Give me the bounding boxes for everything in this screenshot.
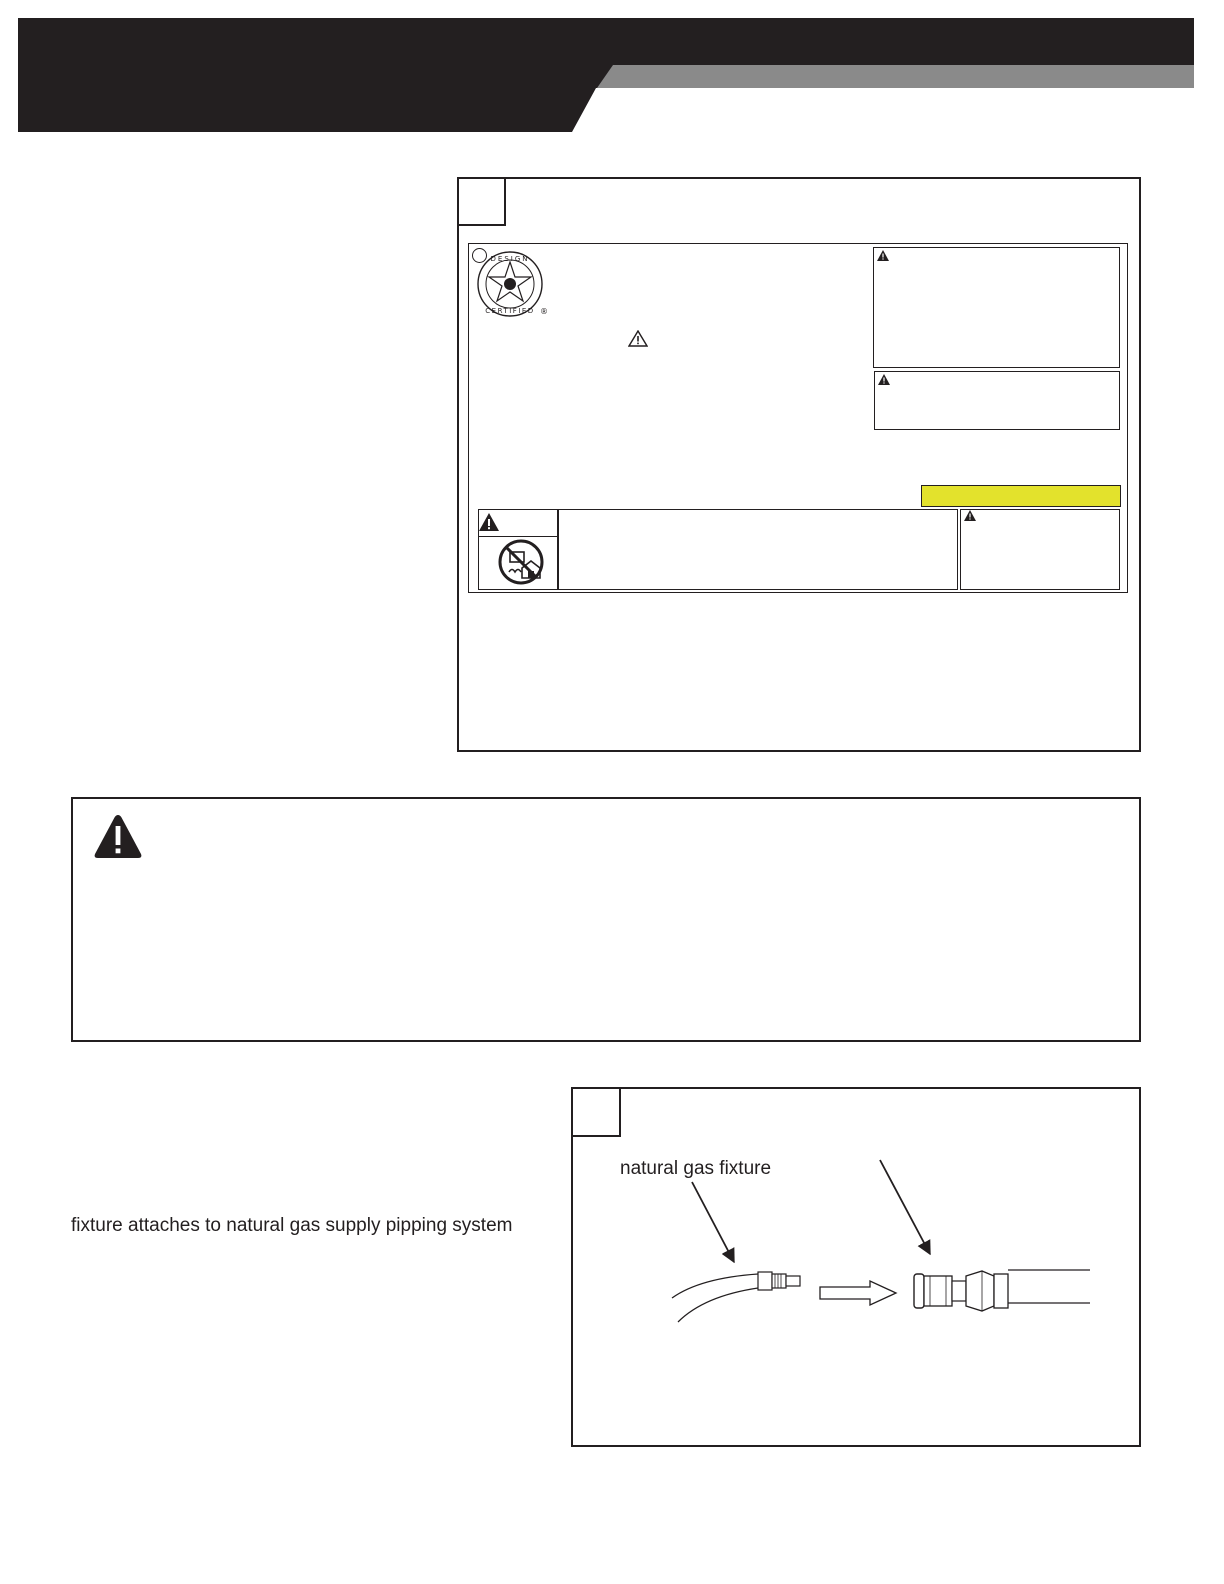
svg-text:®: ® xyxy=(540,307,548,316)
figure-number-box xyxy=(457,177,506,226)
svg-text:CERTIFIED: CERTIFIED xyxy=(485,307,535,315)
gas-hose-fixture-icon xyxy=(672,1272,800,1322)
highlight-bar xyxy=(921,485,1121,507)
label-warning-box-2 xyxy=(874,371,1120,430)
fixture-attachment-text: fixture attaches to natural gas supply pipping system xyxy=(71,1215,513,1236)
header-bar xyxy=(0,0,1224,140)
hazard-cell-divider xyxy=(478,536,558,537)
connection-diagram xyxy=(660,1150,1100,1340)
no-indoor-use-icon xyxy=(497,538,545,586)
warning-triangle-icon xyxy=(877,250,889,261)
design-certified-seal xyxy=(474,250,550,322)
natural-gas-fixture-label: natural gas fixture xyxy=(620,1158,772,1179)
svg-text:DESIGN: DESIGN xyxy=(490,255,530,263)
warning-triangle-icon xyxy=(964,510,976,521)
warning-triangle-icon xyxy=(93,813,143,860)
warning-triangle-icon xyxy=(878,374,890,385)
quick-connect-coupler-icon xyxy=(914,1270,1090,1311)
figure-number-box xyxy=(571,1087,621,1137)
hazard-side-warning-box xyxy=(960,509,1120,590)
warning-triangle-icon xyxy=(628,330,648,347)
warning-triangle-icon xyxy=(479,513,499,531)
hazard-text-cell xyxy=(558,509,958,590)
arrow-right-icon xyxy=(820,1281,896,1305)
label-warning-box-1 xyxy=(873,247,1120,368)
warning-box xyxy=(71,797,1141,1042)
